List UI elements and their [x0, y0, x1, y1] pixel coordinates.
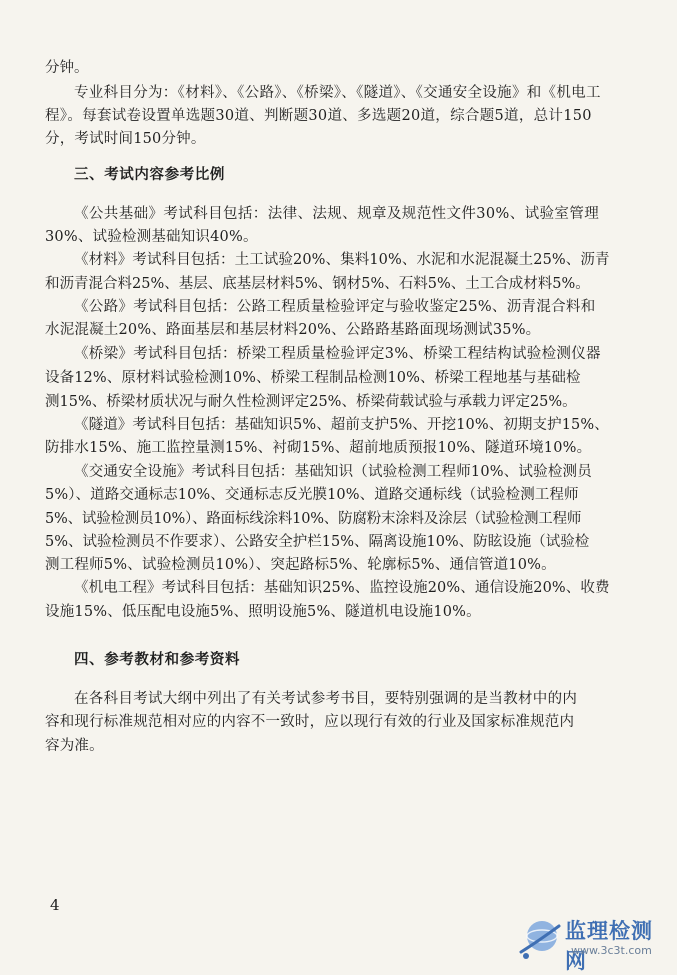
paragraph-tunnel: 《隧道》考试科目包括：基础知识5%、超前支护5%、开挖10%、初期支护15%、: [74, 417, 609, 433]
text-line: 防排水15%、施工监控量测15%、衬砌15%、超前地质预报10%、隧道环境10%。: [45, 440, 592, 456]
text-line: 测工程师5%、试验检测员10%）、突起路标5%、轮廓标5%、通信管道10%。: [45, 557, 556, 573]
paragraph-subjects: 专业科目分为：《材料》、《公路》、《桥梁》、《隧道》、《交通安全设施》和《机电工: [74, 85, 601, 101]
section-heading-4: 四、参考教材和参考资料: [74, 652, 241, 668]
text-line: 分钟。: [45, 60, 89, 76]
paragraph-references: 在各科目考试大纲中列出了有关考试参考书目，要特别强调的是当教材中的内: [74, 691, 578, 707]
paragraph-public-basics: 《公共基础》考试科目包括：法律、法规、规章及规范性文件30%、试验室管理: [74, 206, 600, 222]
paragraph-materials: 《材料》考试科目包括：土工试验20%、集料10%、水泥和水泥混凝土25%、沥青: [74, 252, 610, 268]
paragraph-electromechanical: 《机电工程》考试科目包括：基础知识25%、监控设施20%、通信设施20%、收费: [74, 580, 610, 596]
watermark-url: www.3c3t.com: [571, 944, 652, 957]
text-line: 测15%、桥梁材质状况与耐久性检测评定25%、桥梁荷载试验与承载力评定25%。: [45, 394, 577, 410]
text-line: 5%、试验检测员10%）、路面标线涂料10%、防腐粉末涂料及涂层（试验检测工程师: [45, 511, 582, 527]
site-watermark: [517, 914, 667, 973]
text-line: 容和现行标准规范相对应的内容不一致时，应以现行有效的行业及国家标准规范内: [45, 714, 575, 730]
text-line: 设施15%、低压配电设施5%、照明设施5%、隧道机电设施10%。: [45, 604, 481, 620]
section-heading-3: 三、考试内容参考比例: [74, 167, 225, 183]
paragraph-highway: 《公路》考试科目包括：公路工程质量检验评定与验收鉴定25%、沥青混合料和: [74, 299, 596, 315]
text-line: 水泥混凝土20%、路面基层和基层材料20%、公路路基路面现场测试35%。: [45, 322, 541, 338]
text-line: 和沥青混合料25%、基层、底基层材料5%、钢材5%、石料5%、土工合成材料5%。: [45, 276, 590, 292]
text-line: 5%、试验检测员不作要求）、公路安全护栏15%、隔离设施10%、防眩设施（试验检: [45, 534, 590, 550]
watermark-title: 监理检测网: [565, 919, 653, 973]
text-line: 30%、试验检测基础知识40%。: [45, 229, 258, 245]
globe-logo-icon: [517, 916, 563, 962]
text-line: 程》。每套试卷设置单选题30道、判断题30道、多选题20道，综合题5道，总计150: [45, 108, 592, 124]
paragraph-traffic-safety: 《交通安全设施》考试科目包括：基础知识（试验检测工程师10%、试验检测员: [74, 464, 592, 480]
text-line: 设备12%、原材料试验检测10%、桥梁工程制品检测10%、桥梁工程地基与基础检: [45, 370, 581, 386]
paragraph-bridge: 《桥梁》考试科目包括：桥梁工程质量检验评定3%、桥梁工程结构试验检测仪器: [74, 346, 601, 362]
text-line: 5%）、道路交通标志10%、交通标志反光膜10%、道路交通标线（试验检测工程师: [45, 487, 579, 503]
text-line: 分，考试时间150分钟。: [45, 131, 206, 147]
page-number: 4: [50, 896, 60, 914]
text-line: 容为准。: [45, 738, 104, 754]
